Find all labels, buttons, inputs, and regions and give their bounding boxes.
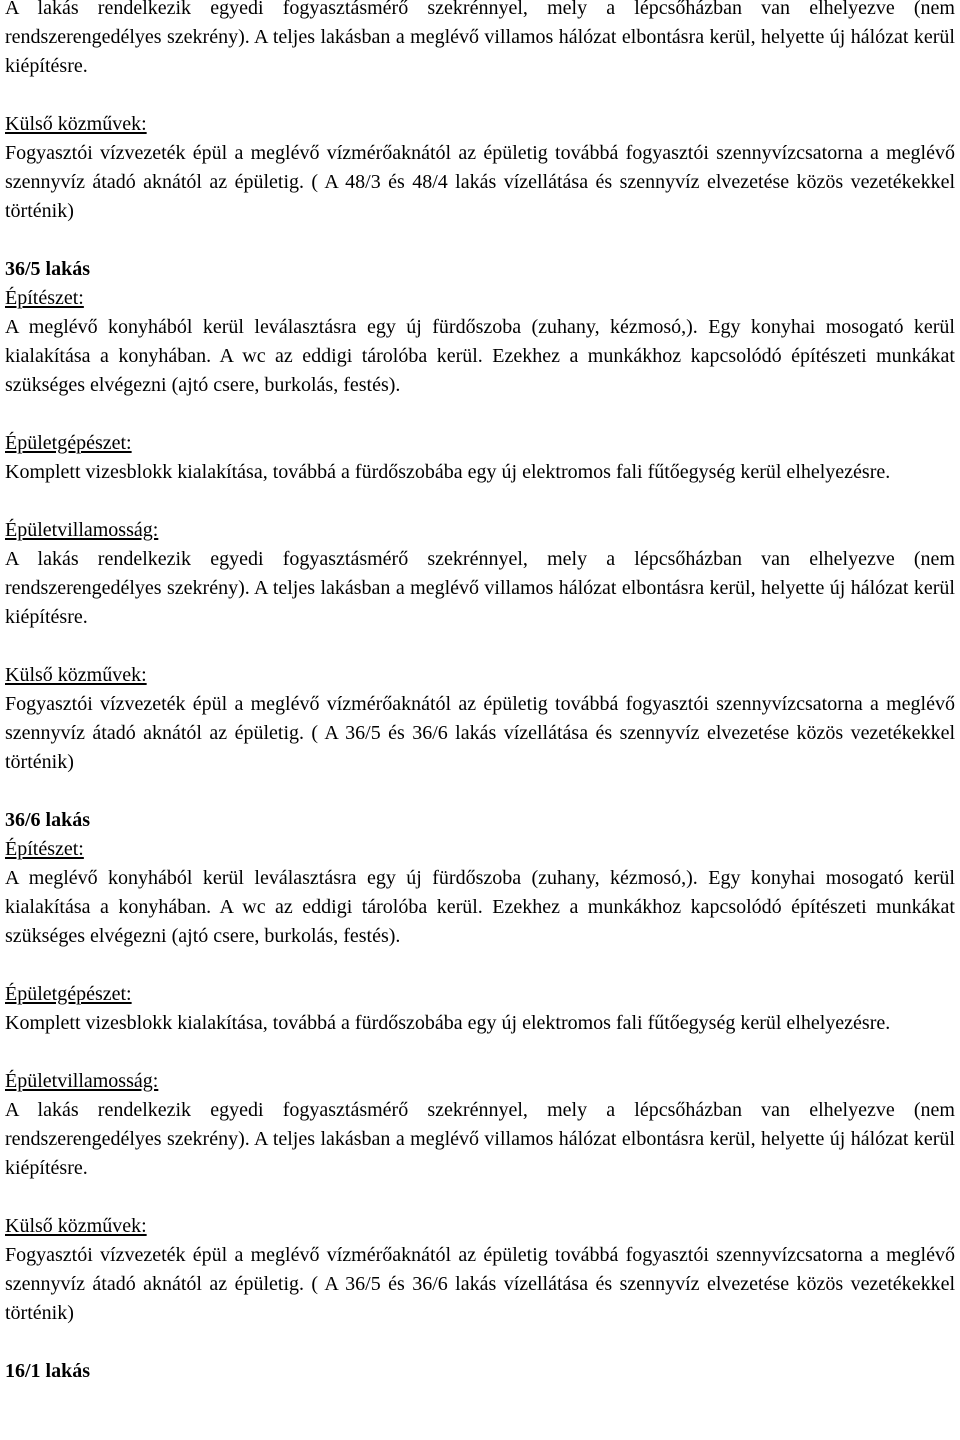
body-paragraph: A meglévő konyhából kerül leválasztásra egy új fürdőszoba (zuhany, kézmosó,). Egy konyhai mosogató kerül kialakítása a konyhában. A wc az eddigi tárolóba kerül. Ezekhez a munkákhoz kapcsolódó építészeti munkákat szükséges elvégezni (ajtó csere, burkolás, festés).: [5, 316, 955, 396]
body-paragraph: A lakás rendelkezik egyedi fogyasztásmérő szekrénnyel, mely a lépcsőházban van elhelyezve (nem rendszerengedélyes szekrény). A teljes lakásban a meglévő villamos hálózat elbontásra kerül, helyette új hálózat kerül kiépítésre.: [5, 1099, 955, 1179]
section-label: Épületgépészet:: [5, 432, 132, 454]
paragraph-spacer: [5, 632, 955, 661]
paragraph-spacer: [5, 226, 955, 255]
paragraph-spacer: [5, 487, 955, 516]
section-label: Építészet:: [5, 287, 84, 309]
apartment-heading: 36/5 lakás: [5, 258, 91, 280]
body-paragraph: Komplett vizesblokk kialakítása, továbbá a fürdőszobába egy új elektromos fali fűtőegység kerül elhelyezésre.: [5, 1012, 891, 1034]
document-page: [5, 0, 955, 1386]
section-label: Külső közművek:: [5, 1215, 147, 1237]
paragraph-spacer: [5, 400, 955, 429]
body-paragraph: Fogyasztói vízvezeték épül a meglévő vízmérőaknától az épületig továbbá fogyasztói szennyvízcsatorna a meglévő szennyvíz átadó aknától az épületig. ( A 48/3 és 48/4 lakás vízellátása és szennyvíz elvezetése közös vezetékekkel történik): [5, 142, 955, 222]
paragraph-spacer: [5, 777, 955, 806]
paragraph-spacer: [5, 951, 955, 980]
body-paragraph: A lakás rendelkezik egyedi fogyasztásmérő szekrénnyel, mely a lépcsőházban van elhelyezve (nem rendszerengedélyes szekrény). A teljes lakásban a meglévő villamos hálózat elbontásra kerül, helyette új hálózat kerül kiépítésre.: [5, 0, 955, 77]
paragraph-spacer: [5, 1038, 955, 1067]
section-label: Épületgépészet:: [5, 983, 132, 1005]
body-paragraph: A meglévő konyhából kerül leválasztásra egy új fürdőszoba (zuhany, kézmosó,). Egy konyhai mosogató kerül kialakítása a konyhában. A wc az eddigi tárolóba kerül. Ezekhez a munkákhoz kapcsolódó építészeti munkákat szükséges elvégezni (ajtó csere, burkolás, festés).: [5, 867, 955, 947]
section-label: Külső közművek:: [5, 664, 147, 686]
body-paragraph: A lakás rendelkezik egyedi fogyasztásmérő szekrénnyel, mely a lépcsőházban van elhelyezve (nem rendszerengedélyes szekrény). A teljes lakásban a meglévő villamos hálózat elbontásra kerül, helyette új hálózat kerül kiépítésre.: [5, 548, 955, 628]
paragraph-spacer: [5, 1328, 955, 1357]
body-paragraph: Fogyasztói vízvezeték épül a meglévő vízmérőaknától az épületig továbbá fogyasztói szennyvízcsatorna a meglévő szennyvíz átadó aknától az épületig. ( A 36/5 és 36/6 lakás vízellátása és szennyvíz elvezetése közös vezetékekkel történik): [5, 1244, 955, 1324]
section-label: Épületvillamosság:: [5, 519, 159, 541]
section-label: Építészet:: [5, 838, 84, 860]
apartment-heading: 16/1 lakás: [5, 1360, 91, 1382]
section-label: Épületvillamosság:: [5, 1070, 159, 1092]
paragraph-spacer: [5, 1183, 955, 1212]
apartment-heading: 36/6 lakás: [5, 809, 91, 831]
body-paragraph: Fogyasztói vízvezeték épül a meglévő vízmérőaknától az épületig továbbá fogyasztói szennyvízcsatorna a meglévő szennyvíz átadó aknától az épületig. ( A 36/5 és 36/6 lakás vízellátása és szennyvíz elvezetése közös vezetékekkel történik): [5, 693, 955, 773]
body-paragraph: Komplett vizesblokk kialakítása, továbbá a fürdőszobába egy új elektromos fali fűtőegység kerül elhelyezésre.: [5, 461, 891, 483]
section-label: Külső közművek:: [5, 113, 147, 135]
paragraph-spacer: [5, 81, 955, 110]
